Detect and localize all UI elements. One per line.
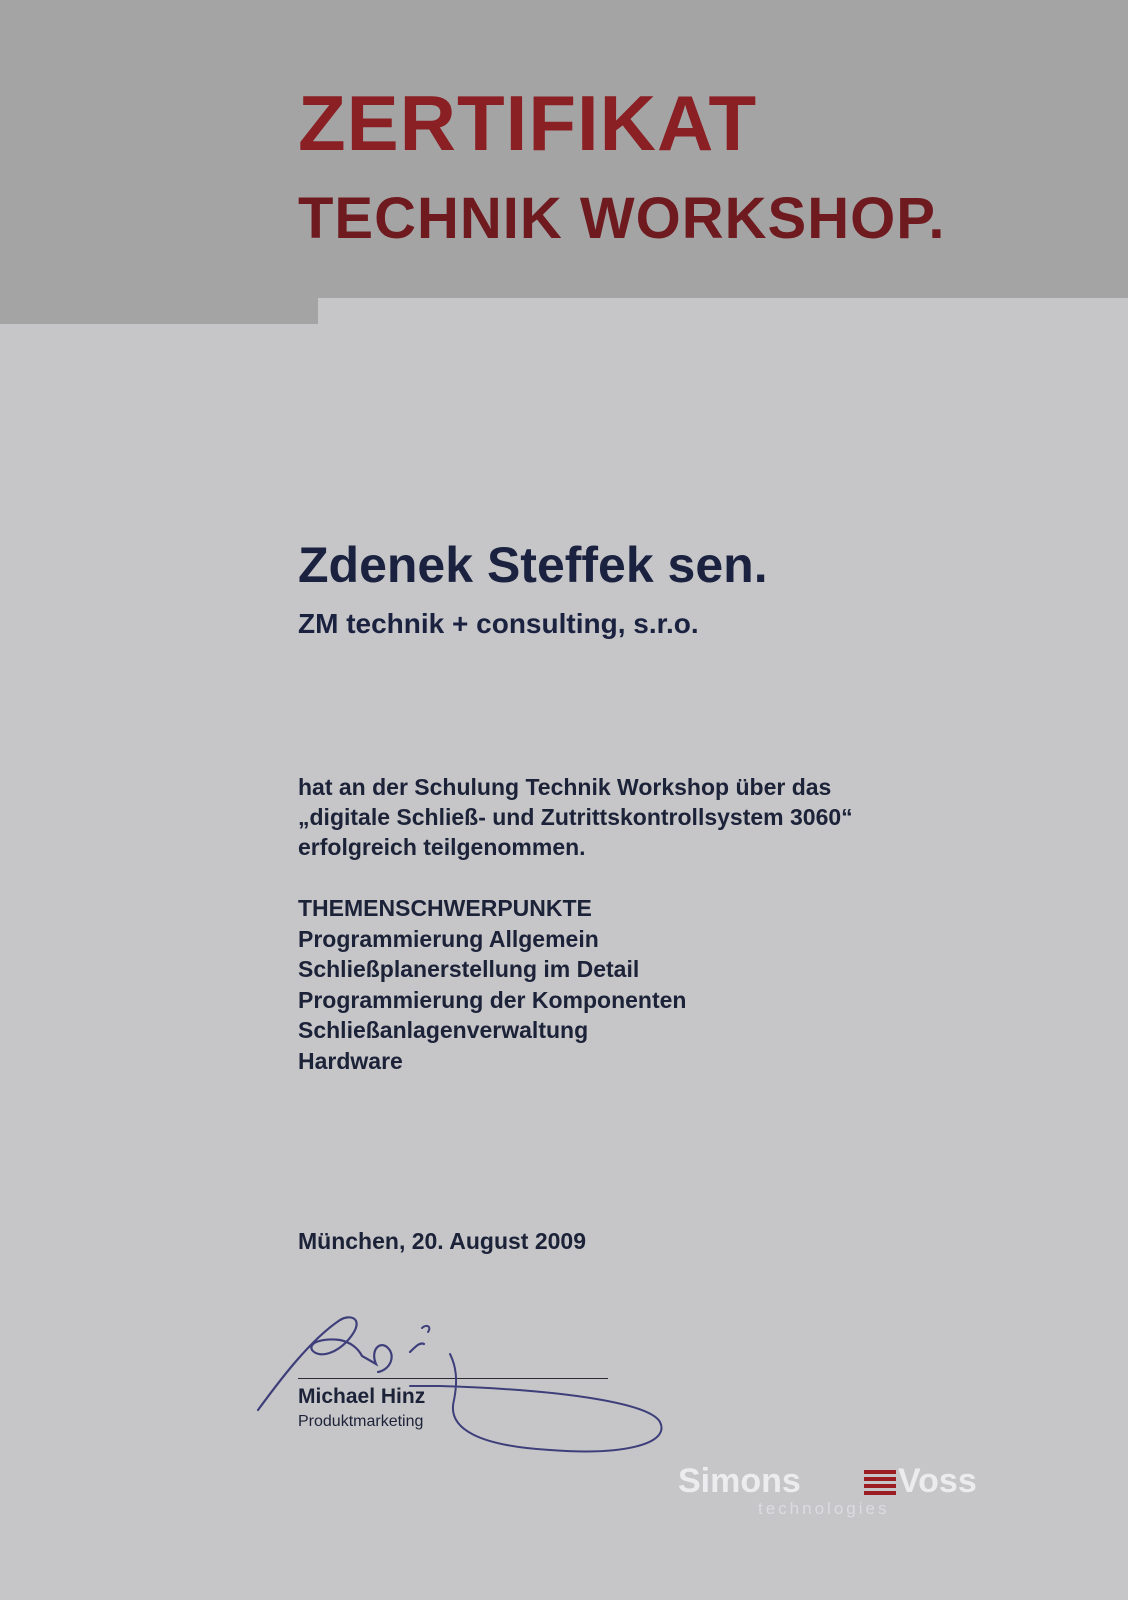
- header-notch: [0, 298, 318, 324]
- logo-stripes-icon: [864, 1470, 896, 1495]
- certificate-title: ZERTIFIKAT: [298, 79, 758, 167]
- topic-item: Schließanlagenverwaltung: [298, 1017, 589, 1043]
- logo-brand-left: Simons: [678, 1462, 801, 1500]
- logo-brand-right: Voss: [898, 1462, 977, 1500]
- certificate-subtitle: TECHNIK WORKSHOP.: [298, 186, 946, 251]
- logo-tagline: technologies: [758, 1499, 890, 1518]
- place-date: München, 20. August 2009: [298, 1228, 586, 1254]
- signer-role: Produktmarketing: [298, 1413, 424, 1430]
- topics-heading: THEMENSCHWERPUNKTE: [298, 895, 592, 921]
- topic-item: Programmierung der Komponenten: [298, 986, 687, 1013]
- statement-line: „digitale Schließ- und Zutrittskontrollsystem 3060“: [298, 804, 853, 830]
- topic-item: Schließplanerstellung im Detail: [298, 956, 640, 982]
- statement-text: [298, 772, 998, 862]
- topics-list: [298, 893, 998, 1076]
- recipient-company: ZM technik + consulting, s.r.o.: [298, 608, 699, 639]
- simonsvoss-logo: [678, 1458, 1038, 1518]
- statement-line: hat an der Schulung Technik Workshop über das: [298, 774, 832, 800]
- recipient-name: Zdenek Steffek sen.: [298, 537, 768, 593]
- signer-name: Michael Hinz: [298, 1385, 426, 1408]
- topic-item: Hardware: [298, 1047, 403, 1074]
- statement-line: erfolgreich teilgenommen.: [298, 834, 586, 860]
- body-panel: [318, 298, 1128, 328]
- topic-item: Programmierung Allgemein: [298, 925, 599, 952]
